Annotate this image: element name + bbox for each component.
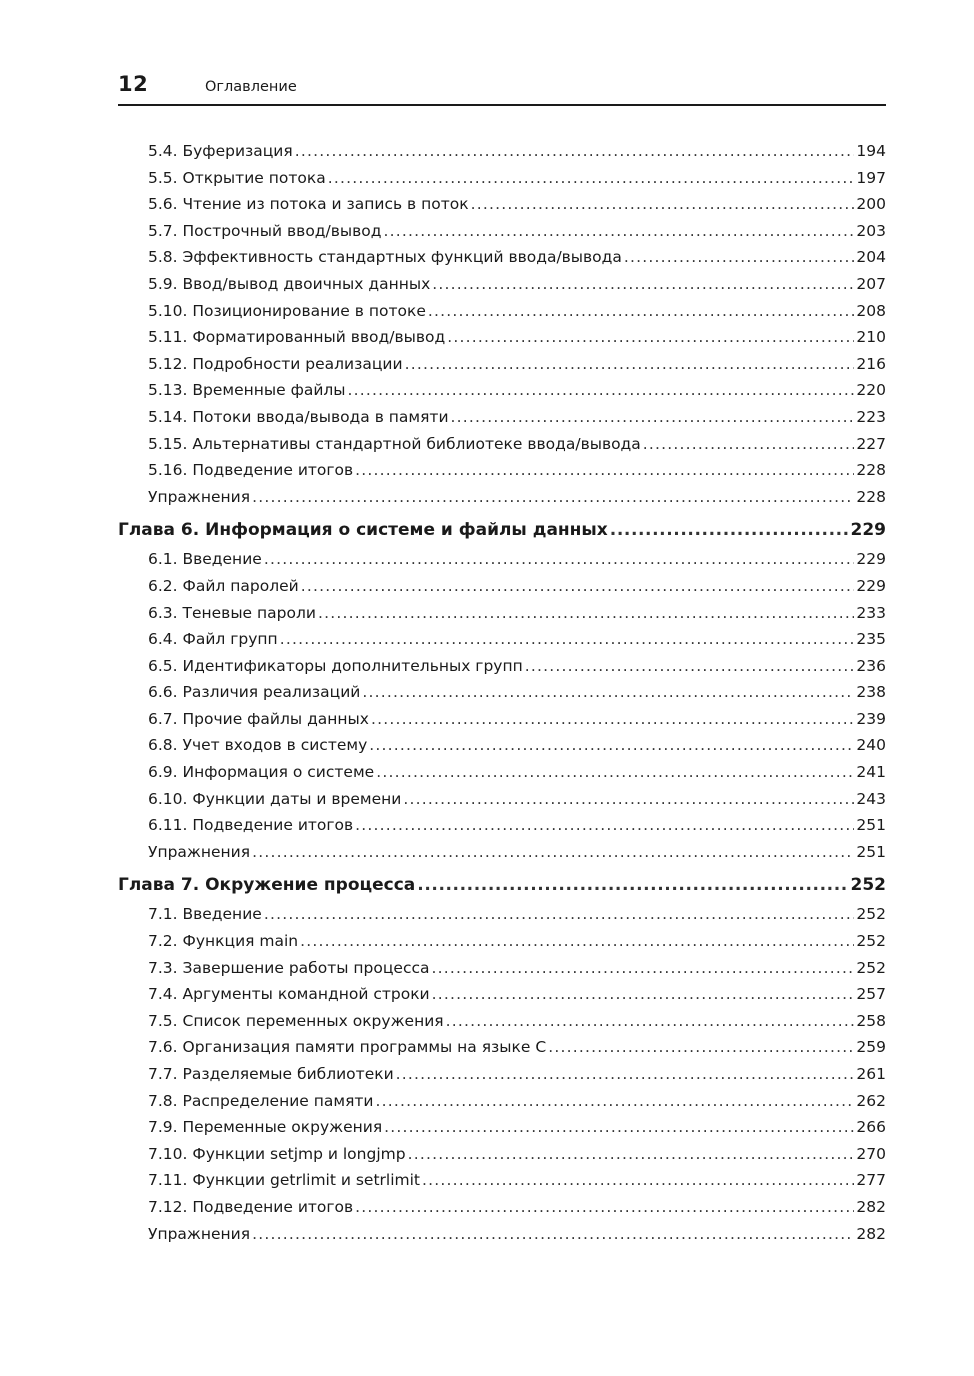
- dot-leader: [280, 630, 855, 648]
- toc-entry-page: 270: [856, 1144, 886, 1163]
- toc-entry-page: 223: [856, 407, 886, 426]
- toc-entry-title: 5.4. Буферизация: [148, 142, 293, 160]
- toc-entry-title: 7.10. Функции setjmp и longjmp: [148, 1144, 406, 1163]
- toc-entry-title: 6.1. Введение: [148, 550, 262, 569]
- toc-section-entry[interactable]: [118, 905, 886, 932]
- toc-section-entry[interactable]: [118, 302, 886, 329]
- toc-entry-page: 259: [856, 1038, 886, 1057]
- toc-entry-title: Упражнения: [148, 487, 251, 506]
- toc-section-entry[interactable]: [118, 577, 886, 604]
- toc-entry-page: 261: [856, 1065, 886, 1083]
- toc-entry-page: 235: [856, 630, 886, 649]
- toc-section-entry[interactable]: [118, 1225, 886, 1252]
- dot-leader: [396, 1065, 855, 1083]
- toc-entry-title: 7.7. Разделяемые библиотеки: [148, 1065, 394, 1083]
- dot-leader: [371, 710, 854, 728]
- dot-leader: [417, 875, 848, 895]
- toc-section-entry[interactable]: [118, 1118, 886, 1145]
- toc-entry-page: 252: [856, 958, 886, 977]
- toc-entry-page: 229: [850, 520, 886, 541]
- toc-entry-title: 6.2. Файл паролей: [148, 576, 299, 595]
- toc-section-entry[interactable]: [118, 1012, 886, 1039]
- toc-entry-page: 220: [856, 381, 886, 400]
- toc-entry-page: 236: [856, 656, 886, 675]
- dot-leader: [432, 985, 855, 1003]
- dot-leader: [428, 302, 855, 320]
- toc-entry-page: 252: [856, 932, 886, 951]
- toc-section-entry[interactable]: [118, 1065, 886, 1092]
- toc-entry-title: 5.5. Открытие потока: [148, 168, 326, 187]
- toc-entry-page: 258: [856, 1011, 886, 1030]
- toc-entry-title: 5.12. Подробности реализации: [148, 354, 403, 373]
- toc-section-entry[interactable]: [118, 630, 886, 657]
- toc-entry-title: 5.15. Альтернативы стандартной библиотеке ввода/вывода: [148, 434, 641, 453]
- toc-entry-page: 200: [856, 195, 886, 214]
- toc-section-entry[interactable]: [118, 710, 886, 737]
- toc-section-entry[interactable]: [118, 763, 886, 790]
- toc-section-entry[interactable]: [118, 1092, 886, 1119]
- toc-entry-page: 262: [856, 1091, 886, 1110]
- page-header: [118, 70, 886, 106]
- dot-leader: [548, 1038, 854, 1056]
- toc-entry-page: 266: [856, 1118, 886, 1137]
- dot-leader: [328, 169, 855, 187]
- running-title: Оглавление: [205, 79, 297, 95]
- toc-entry-page: 208: [856, 301, 886, 320]
- dot-leader: [252, 488, 854, 506]
- dot-leader: [300, 932, 854, 950]
- toc-entry-page: 228: [856, 487, 886, 506]
- dot-leader: [451, 408, 855, 426]
- toc-entry-page: 197: [856, 168, 886, 187]
- dot-leader: [376, 763, 854, 781]
- toc-entry-title: 6.10. Функции даты и времени: [148, 789, 402, 808]
- toc-section-entry[interactable]: [118, 461, 886, 488]
- toc-section-entry[interactable]: [118, 355, 886, 382]
- toc-section-entry[interactable]: [118, 550, 886, 577]
- toc-section-entry[interactable]: [118, 222, 886, 249]
- toc-entry-title: 5.13. Временные файлы: [148, 381, 346, 400]
- toc-entry-title: 7.11. Функции getrlimit и setrlimit: [148, 1171, 421, 1190]
- dot-leader: [355, 461, 854, 479]
- toc-entry-page: 203: [856, 221, 886, 240]
- dot-leader: [355, 816, 854, 834]
- dot-leader: [643, 435, 855, 453]
- toc-section-entry[interactable]: [118, 985, 886, 1012]
- toc-section-entry[interactable]: [118, 1038, 886, 1065]
- toc-entry-page: 243: [856, 789, 886, 808]
- dot-leader: [301, 577, 855, 595]
- dot-leader: [432, 959, 855, 977]
- toc-entry-page: 238: [856, 683, 886, 702]
- toc-entry-page: 229: [856, 550, 886, 569]
- toc-entry-title: 6.3. Теневые пароли: [148, 603, 316, 622]
- toc-entry-page: 229: [856, 576, 886, 595]
- toc-entry-page: 240: [856, 736, 886, 755]
- toc-section-entry[interactable]: [118, 1171, 886, 1198]
- toc-entry-title: 5.9. Ввод/вывод двоичных данных: [148, 274, 431, 293]
- toc-entry-title: 5.11. Форматированный ввод/вывод: [148, 328, 446, 347]
- dot-leader: [447, 328, 854, 346]
- dot-leader: [610, 520, 849, 540]
- dot-leader: [403, 790, 854, 808]
- toc-section-entry[interactable]: [118, 843, 886, 870]
- toc-entry-title: 7.4. Аргументы командной строки: [148, 985, 430, 1004]
- toc-entry-title: 7.12. Подведение итогов: [148, 1197, 354, 1216]
- toc-section-entry[interactable]: [118, 488, 886, 515]
- toc-entry-title: 6.7. Прочие файлы данных: [148, 709, 369, 728]
- table-of-contents: [118, 142, 886, 1251]
- toc-entry-title: Упражнения: [148, 1224, 251, 1243]
- toc-section-entry[interactable]: [118, 959, 886, 986]
- toc-entry-page: 252: [850, 875, 886, 896]
- toc-section-entry[interactable]: [118, 657, 886, 684]
- toc-chapter-entry[interactable]: [118, 520, 886, 550]
- toc-entry-title: 5.7. Построчный ввод/вывод: [148, 221, 382, 240]
- dot-leader: [408, 1145, 855, 1163]
- toc-section-entry[interactable]: [118, 142, 886, 169]
- toc-entry-page: 233: [856, 603, 886, 622]
- dot-leader: [252, 843, 854, 861]
- toc-section-entry[interactable]: [118, 275, 886, 302]
- toc-entry-page: 257: [856, 985, 886, 1004]
- toc-section-entry[interactable]: [118, 381, 886, 408]
- toc-entry-page: 282: [856, 1224, 886, 1243]
- toc-section-entry[interactable]: [118, 328, 886, 355]
- toc-entry-title: Глава 7. Окружение процесса: [118, 875, 416, 896]
- dot-leader: [471, 195, 855, 213]
- toc-entry-page: 194: [856, 142, 886, 160]
- toc-entry-page: 204: [856, 248, 886, 267]
- toc-section-entry[interactable]: [118, 1145, 886, 1172]
- toc-entry-page: 252: [856, 905, 886, 924]
- toc-entry-title: 6.5. Идентификаторы дополнительных групп: [148, 656, 523, 675]
- toc-chapter-entry[interactable]: [118, 875, 886, 905]
- toc-section-entry[interactable]: [118, 736, 886, 763]
- toc-section-entry[interactable]: [118, 683, 886, 710]
- toc-entry-page: 282: [856, 1197, 886, 1216]
- dot-leader: [362, 683, 854, 701]
- toc-entry-title: 6.11. Подведение итогов: [148, 816, 354, 835]
- dot-leader: [348, 381, 855, 399]
- page-number: 12: [118, 72, 149, 96]
- toc-section-entry[interactable]: [118, 169, 886, 196]
- toc-entry-title: 5.6. Чтение из потока и запись в поток: [148, 195, 469, 214]
- dot-leader: [422, 1171, 854, 1189]
- toc-section-entry[interactable]: [118, 195, 886, 222]
- dot-leader: [384, 1118, 854, 1136]
- toc-entry-title: 7.8. Распределение памяти: [148, 1091, 374, 1110]
- toc-entry-title: 5.14. Потоки ввода/вывода в памяти: [148, 407, 449, 426]
- dot-leader: [264, 905, 855, 923]
- dot-leader: [525, 657, 855, 675]
- toc-entry-title: 7.2. Функция main: [148, 932, 299, 951]
- dot-leader: [252, 1225, 854, 1243]
- toc-entry-page: 241: [856, 763, 886, 782]
- toc-entry-page: 251: [856, 842, 886, 861]
- toc-entry-title: 7.1. Введение: [148, 905, 262, 924]
- dot-leader: [295, 142, 855, 160]
- dot-leader: [355, 1198, 854, 1216]
- toc-section-entry[interactable]: [118, 816, 886, 843]
- toc-entry-title: 7.5. Список переменных окружения: [148, 1011, 444, 1030]
- toc-entry-title: 6.8. Учет входов в систему: [148, 736, 368, 755]
- toc-section-entry[interactable]: [118, 604, 886, 631]
- toc-section-entry[interactable]: [118, 248, 886, 275]
- toc-section-entry[interactable]: [118, 790, 886, 817]
- toc-entry-title: 6.6. Различия реализаций: [148, 683, 361, 702]
- toc-entry-title: Упражнения: [148, 842, 251, 861]
- toc-section-entry[interactable]: [118, 1198, 886, 1225]
- toc-entry-page: 207: [856, 274, 886, 293]
- toc-entry-page: 239: [856, 709, 886, 728]
- toc-section-entry[interactable]: [118, 408, 886, 435]
- dot-leader: [624, 248, 855, 266]
- dot-leader: [383, 222, 854, 240]
- toc-entry-title: 6.9. Информация о системе: [148, 763, 375, 782]
- toc-section-entry[interactable]: [118, 932, 886, 959]
- dot-leader: [369, 736, 854, 754]
- toc-entry-title: 5.8. Эффективность стандартных функций ввода/вывода: [148, 248, 622, 267]
- toc-entry-page: 277: [856, 1171, 886, 1190]
- toc-entry-title: 5.16. Подведение итогов: [148, 461, 354, 480]
- dot-leader: [432, 275, 854, 293]
- dot-leader: [318, 604, 854, 622]
- dot-leader: [446, 1012, 855, 1030]
- toc-entry-title: 7.9. Переменные окружения: [148, 1118, 383, 1137]
- toc-entry-page: 210: [856, 328, 886, 347]
- toc-entry-title: 5.10. Позиционирование в потоке: [148, 301, 426, 320]
- toc-section-entry[interactable]: [118, 435, 886, 462]
- toc-entry-page: 227: [856, 434, 886, 453]
- toc-entry-page: 228: [856, 461, 886, 480]
- dot-leader: [264, 550, 855, 568]
- toc-entry-page: 216: [856, 354, 886, 373]
- toc-entry-title: Глава 6. Информация о системе и файлы данных: [118, 520, 608, 541]
- toc-entry-title: 7.6. Организация памяти программы на языке C: [148, 1038, 547, 1057]
- dot-leader: [376, 1092, 855, 1110]
- toc-entry-title: 7.3. Завершение работы процесса: [148, 958, 430, 977]
- toc-entry-page: 251: [856, 816, 886, 835]
- toc-entry-title: 6.4. Файл групп: [148, 630, 278, 649]
- dot-leader: [405, 355, 855, 373]
